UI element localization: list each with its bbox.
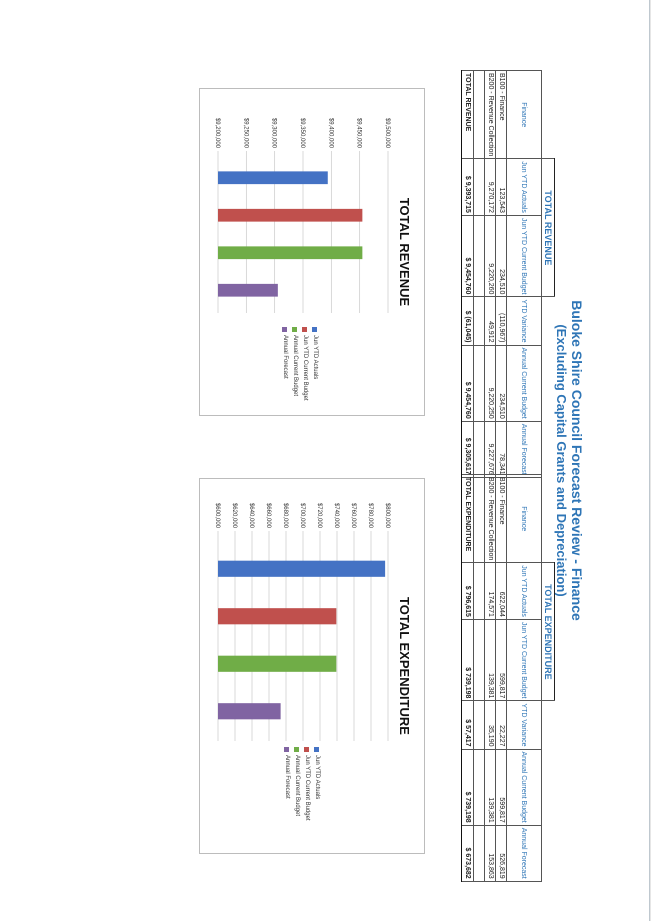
column-header: Annual Forecast: [507, 825, 542, 881]
y-tick-label: $9,200,000: [214, 117, 220, 148]
legend-item: [310, 327, 320, 401]
bar-annual_budget: [218, 656, 336, 672]
legend-label: Annual Forecast: [282, 335, 288, 379]
table-cell: 22,227: [496, 701, 507, 749]
legend-item: [302, 747, 312, 821]
table-cell: 622,044: [496, 563, 507, 620]
y-tick-label: $9,300,000: [270, 117, 277, 148]
table-caption-row: [542, 71, 555, 478]
table-cell: 599,817: [496, 619, 507, 701]
legend-label: Annual Current Budget: [294, 755, 300, 817]
report-subtitle: (Excluding Capital Grants and Depreciation): [554, 324, 569, 597]
legend-label: Jun YTD Actuals: [314, 755, 320, 800]
chart-legend: [282, 747, 322, 821]
y-tick-label: $760,000: [350, 502, 356, 528]
y-tick-label: $720,000: [316, 502, 322, 528]
bar-actuals: [218, 561, 385, 577]
legend-label: Annual Forecast: [284, 755, 290, 799]
legend-swatch: [313, 327, 318, 332]
table-cell: TOTAL REVENUE: [462, 71, 474, 159]
column-header: Jun YTD Current Budget: [507, 215, 542, 297]
table-row: [485, 71, 496, 478]
y-tick-label: $600,000: [214, 502, 220, 528]
y-tick-label: $640,000: [248, 502, 254, 528]
table-cell: 234,510: [496, 215, 507, 297]
table-cell: 526,819: [496, 825, 507, 881]
bar-ytd_budget: [218, 608, 336, 624]
legend-item: [300, 327, 310, 401]
table-cell: 153,863: [485, 825, 496, 881]
legend-swatch: [293, 327, 298, 332]
expenditure-table: [461, 474, 555, 882]
table-cell: 35,190: [485, 701, 496, 749]
table-header-row: [507, 475, 542, 882]
table-cell: TOTAL EXPENDITURE: [462, 475, 474, 563]
table-cell: 123,543: [496, 159, 507, 216]
legend-item: [280, 327, 290, 401]
legend-label: Jun YTD Current Budget: [304, 755, 310, 821]
table-total-row: [462, 71, 474, 478]
table-cell: 599,817: [496, 749, 507, 825]
table-cell: 139,381: [485, 619, 496, 701]
table-cell: 139,381: [485, 749, 496, 825]
y-tick-label: $9,350,000: [299, 117, 305, 148]
table-cell: 78,341: [496, 421, 507, 477]
revenue-table-caption: TOTAL REVENUE: [542, 159, 555, 297]
column-header: Annual Current Budget: [507, 749, 542, 825]
y-tick-label: $9,500,000: [384, 117, 390, 148]
legend-swatch: [283, 327, 288, 332]
expenditure-table-caption: TOTAL EXPENDITURE: [542, 563, 555, 701]
column-header: Jun YTD Current Budget: [507, 619, 542, 701]
column-header: Jun YTD Actuals: [507, 159, 542, 216]
revenue-table: [461, 70, 555, 478]
bar-ytd_budget: [218, 209, 362, 222]
table-row: [496, 71, 507, 478]
table-cell: $ 9,454,760: [462, 345, 474, 421]
legend-label: Annual Current Budget: [292, 335, 298, 397]
legend-item: [282, 747, 292, 821]
y-tick-label: $620,000: [231, 502, 237, 528]
table-cell: 174,571: [485, 563, 496, 620]
table-cell: $ (61,045): [462, 297, 474, 345]
table-caption-row: [542, 475, 555, 882]
table-cell: $ 9,393,715: [462, 159, 474, 216]
table-cell: 234,510: [496, 345, 507, 421]
legend-label: Jun YTD Current Budget: [302, 335, 308, 401]
chart-title: TOTAL REVENUE: [397, 197, 412, 307]
y-tick-label: $700,000: [299, 502, 305, 528]
y-tick-label: $740,000: [333, 502, 339, 528]
y-tick-label: $9,250,000: [242, 117, 249, 148]
table-cell: 9,270,172: [485, 159, 496, 216]
legend-swatch: [305, 747, 310, 752]
chart-title: TOTAL EXPENDITURE: [397, 597, 412, 735]
table-cell: $ 673,682: [462, 825, 474, 881]
column-header: Finance: [507, 475, 542, 563]
legend-item: [312, 747, 322, 821]
legend-swatch: [315, 747, 320, 752]
legend-swatch: [285, 747, 290, 752]
bar-annual_budget: [218, 246, 362, 259]
table-cell: $ 57,417: [462, 701, 474, 749]
table-cell: 9,227,676: [485, 421, 496, 477]
bar-actuals: [218, 171, 328, 184]
column-header: Annual Forecast: [507, 421, 542, 477]
column-header: YTD Variance: [507, 701, 542, 749]
bar-forecast: [218, 703, 281, 719]
chart-legend: [280, 327, 320, 401]
y-tick-label: $9,450,000: [355, 117, 362, 148]
y-tick-label: $780,000: [367, 502, 373, 528]
y-tick-label: $9,400,000: [327, 117, 334, 148]
revenue-chart: [199, 88, 425, 416]
table-cell: $ 739,198: [462, 619, 474, 701]
table-row-spacer: [474, 475, 485, 882]
table-cell: 9,220,250: [485, 345, 496, 421]
legend-item: [292, 747, 302, 821]
table-total-row: [462, 475, 474, 882]
table-cell: B200 - Revenue Collection: [485, 475, 496, 563]
table-cell: $ 739,198: [462, 749, 474, 825]
bar-forecast: [218, 284, 278, 297]
expenditure-chart: [199, 478, 425, 854]
column-header: Jun YTD Actuals: [507, 563, 542, 620]
table-row-spacer: [474, 71, 485, 478]
table-cell: B100 - Finance: [496, 71, 507, 159]
table-cell: 9,220,260: [485, 215, 496, 297]
legend-swatch: [295, 747, 300, 752]
table-header-row: [507, 71, 542, 478]
y-tick-label: $800,000: [384, 502, 390, 528]
column-header: YTD Variance: [507, 297, 542, 345]
legend-item: [290, 327, 300, 401]
table-cell: B100 - Finance: [496, 475, 507, 563]
column-header: Annual Current Budget: [507, 345, 542, 421]
table-cell: $ 9,305,617: [462, 421, 474, 477]
table-cell: $ 796,615: [462, 563, 474, 620]
table-cell: B200 - Revenue Collection: [485, 71, 496, 159]
column-header: Finance: [507, 71, 542, 159]
report-title: Buloke Shire Council Forecast Review - Finance: [569, 300, 585, 621]
y-tick-label: $660,000: [265, 502, 271, 528]
table-cell: 49,912: [485, 297, 496, 345]
y-tick-label: $680,000: [282, 502, 288, 528]
legend-label: Jun YTD Actuals: [312, 335, 318, 380]
table-cell: (110,967): [496, 297, 507, 345]
legend-swatch: [303, 327, 308, 332]
table-row: [485, 475, 496, 882]
table-cell: $ 9,454,760: [462, 215, 474, 297]
table-row: [496, 475, 507, 882]
